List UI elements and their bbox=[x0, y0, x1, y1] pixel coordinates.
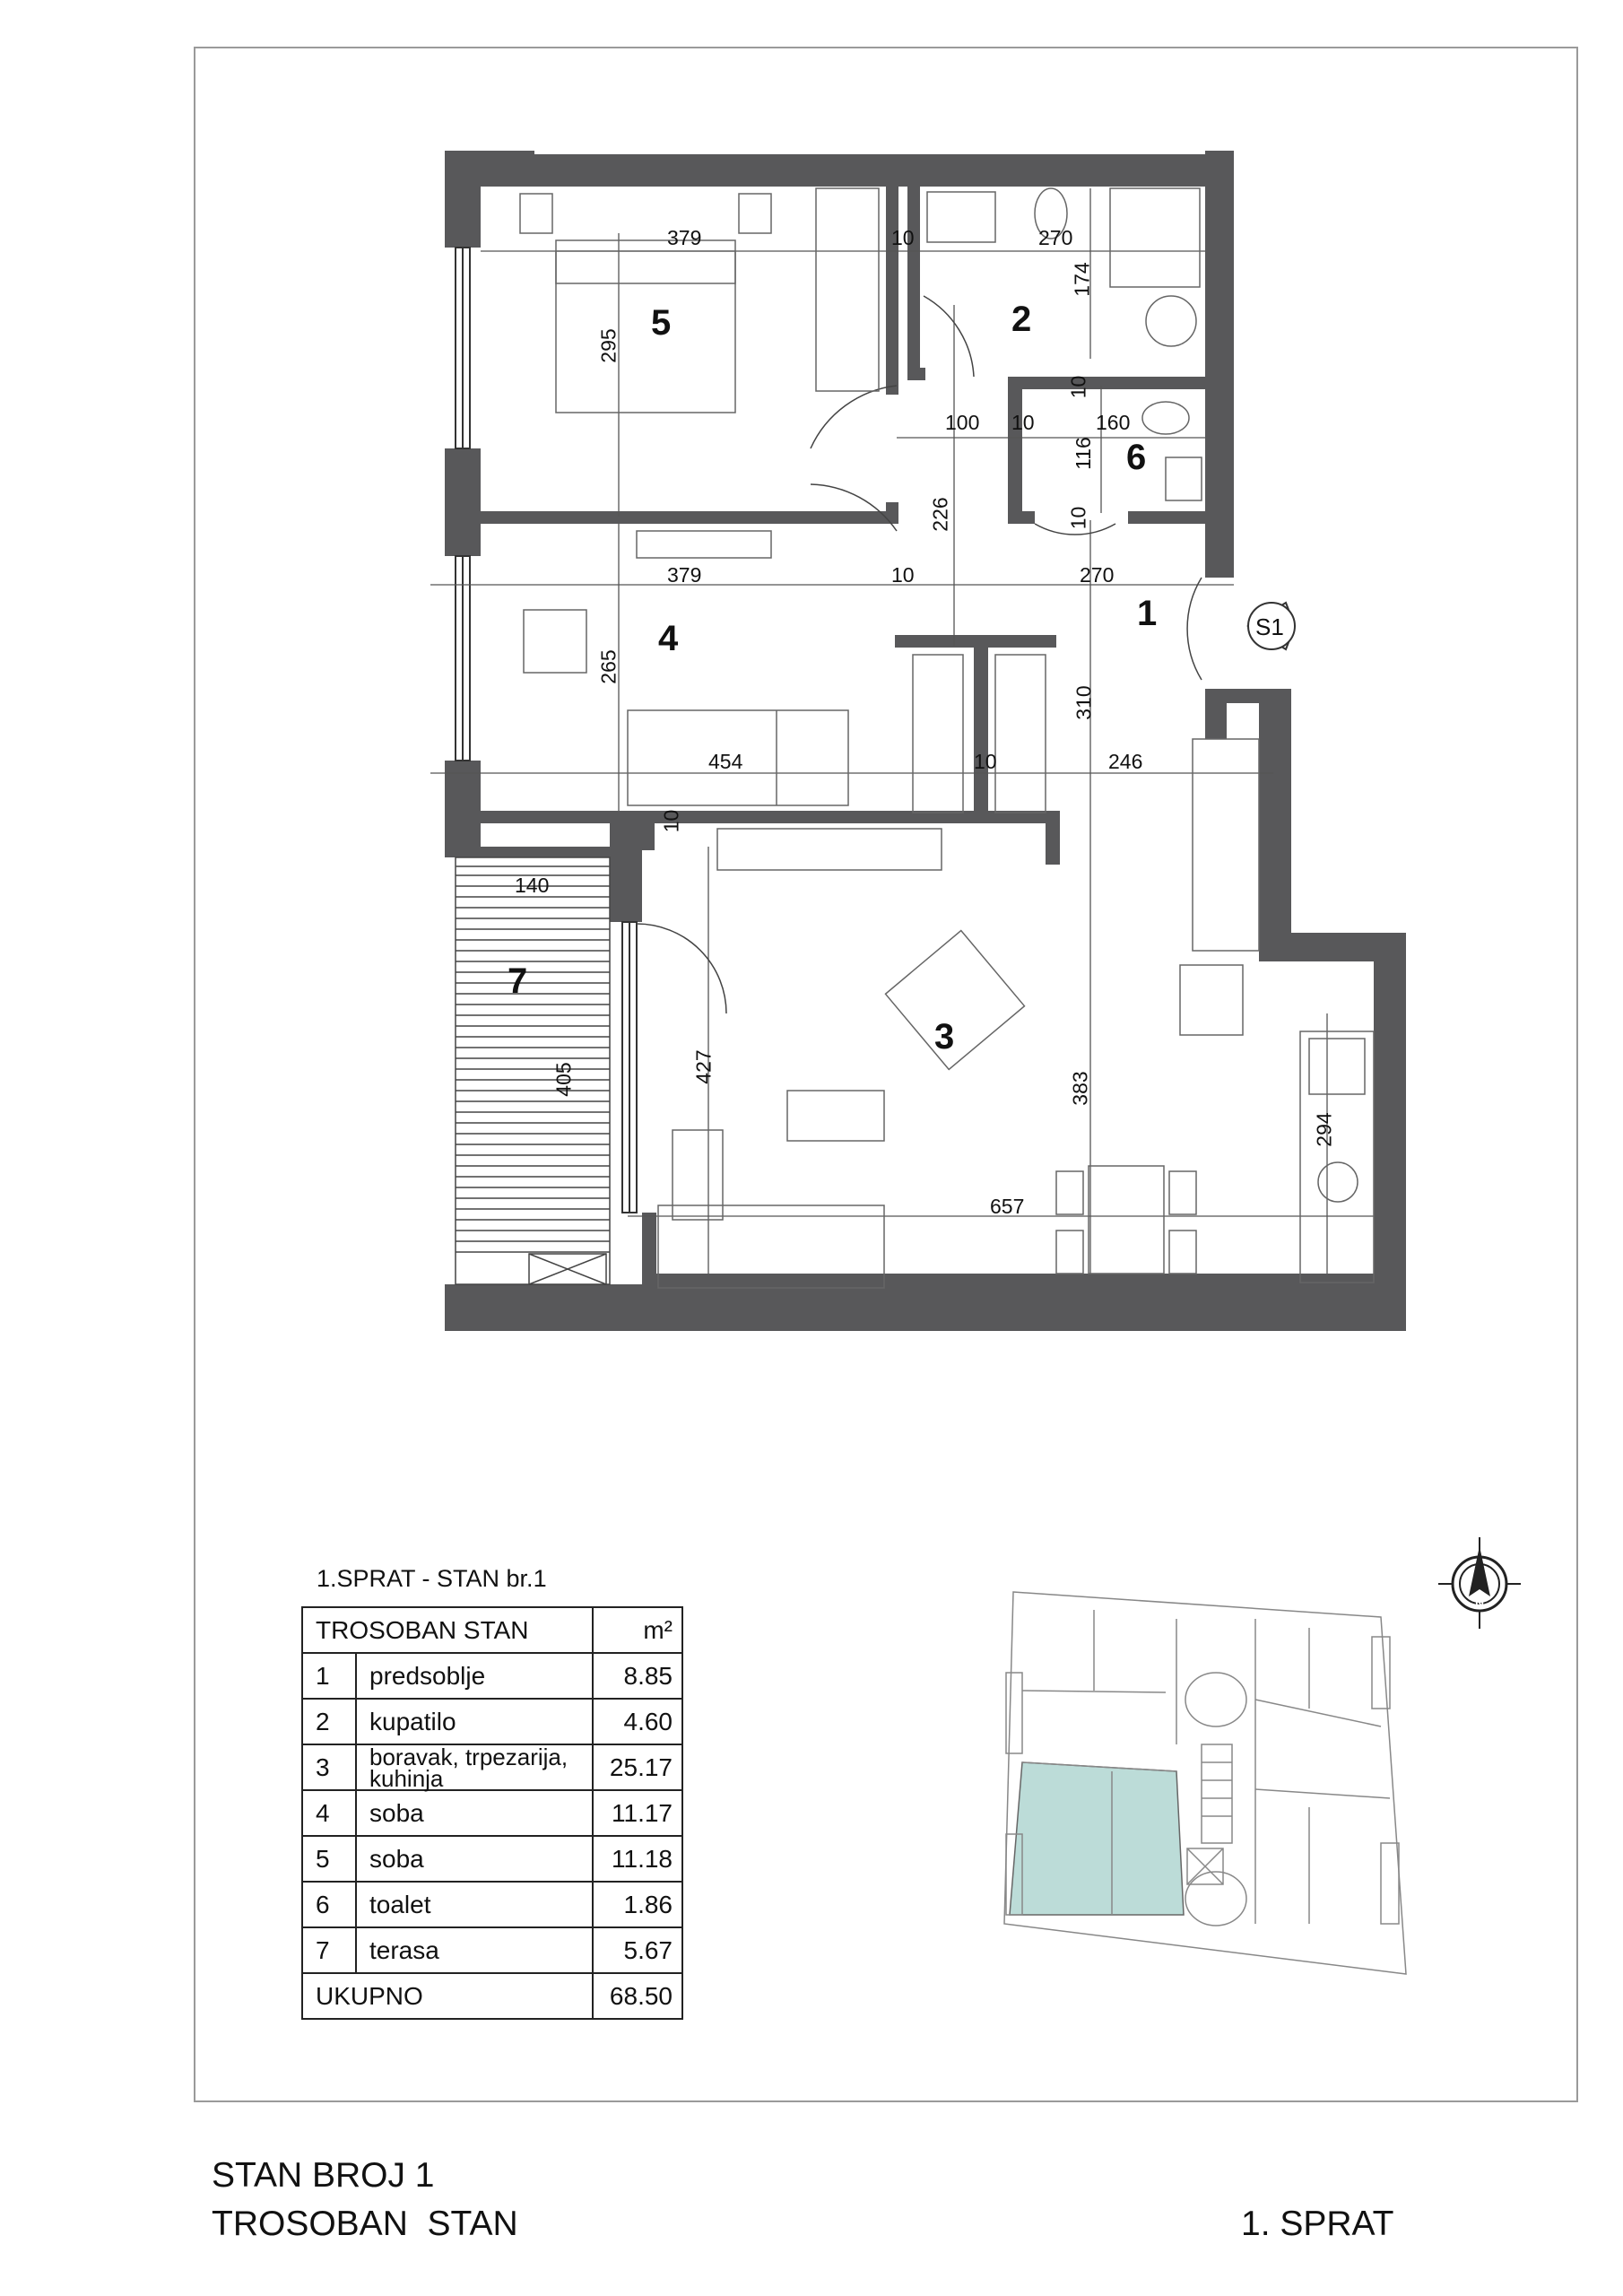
wall-left-2 bbox=[445, 448, 481, 556]
shoe-cabinet bbox=[1193, 739, 1259, 951]
nightstand-r bbox=[739, 194, 771, 233]
chair-d3 bbox=[1056, 1231, 1083, 1274]
chair-d2 bbox=[1169, 1171, 1196, 1214]
row-area: 1.86 bbox=[593, 1882, 682, 1927]
table-row bbox=[302, 1699, 682, 1744]
table-subtitle: 1.SPRAT - STAN br.1 bbox=[317, 1565, 547, 1592]
sink-kitchen bbox=[1318, 1162, 1358, 1202]
closet-a bbox=[913, 655, 963, 813]
dim-10-d: 10 bbox=[1066, 506, 1090, 530]
dim-454: 454 bbox=[708, 750, 743, 773]
compass-letter: N bbox=[1474, 1596, 1485, 1610]
nightstand-l bbox=[520, 194, 552, 233]
room-number-7: 7 bbox=[508, 961, 528, 1001]
row-area: 5.67 bbox=[593, 1927, 682, 1973]
row-name: predsoblje bbox=[356, 1653, 593, 1699]
area-table bbox=[301, 1606, 683, 2020]
washbasin-wc bbox=[1166, 457, 1202, 500]
row-number: 3 bbox=[302, 1744, 356, 1790]
room-number-2: 2 bbox=[1011, 300, 1032, 339]
row-area: 25.17 bbox=[593, 1744, 682, 1790]
dim-379-top: 379 bbox=[667, 226, 702, 249]
dim-270-top: 270 bbox=[1038, 226, 1073, 249]
wall-bottom-left bbox=[445, 1284, 642, 1331]
wall-wc-bottom bbox=[1008, 511, 1035, 524]
row-area: 8.85 bbox=[593, 1653, 682, 1699]
wall-bath-left bbox=[907, 179, 920, 380]
row-number: 1 bbox=[302, 1653, 356, 1699]
door-room4 bbox=[811, 484, 897, 531]
wall-top bbox=[534, 154, 1234, 187]
armchair bbox=[886, 931, 1025, 1070]
room-number-3: 3 bbox=[934, 1017, 955, 1057]
wall-kitchen-top-r bbox=[1046, 811, 1060, 865]
key-stair bbox=[1202, 1744, 1232, 1843]
wall-room5-bottom bbox=[445, 511, 898, 524]
terrace bbox=[456, 857, 610, 1284]
table-total-row bbox=[302, 1973, 682, 2019]
row-name: soba bbox=[356, 1836, 593, 1882]
door-bath bbox=[924, 296, 974, 377]
floor-label: 1. SPRAT bbox=[1241, 2205, 1394, 2243]
dim-116: 116 bbox=[1071, 437, 1095, 470]
tv-unit bbox=[717, 829, 942, 870]
fridge bbox=[1180, 965, 1243, 1035]
shower bbox=[1110, 188, 1200, 287]
wall-right-upper bbox=[1205, 151, 1234, 578]
toilet-wc bbox=[1142, 402, 1189, 434]
dim-265: 265 bbox=[596, 649, 621, 684]
wall-living-left bbox=[642, 1213, 656, 1293]
table-row bbox=[302, 1744, 682, 1790]
washbasin bbox=[927, 192, 995, 242]
row-number: 6 bbox=[302, 1882, 356, 1927]
dim-270-mid: 270 bbox=[1080, 563, 1115, 587]
washing-machine bbox=[1146, 296, 1196, 346]
wall-closet-div bbox=[974, 635, 988, 822]
wall-room5-right bbox=[886, 179, 898, 395]
table-header-row bbox=[302, 1607, 682, 1653]
key-terrace-left-top bbox=[1006, 1673, 1022, 1753]
wall-step-3 bbox=[1259, 703, 1291, 936]
row-name: soba bbox=[356, 1790, 593, 1836]
total-label: UKUPNO bbox=[302, 1973, 593, 2019]
row-name: toalet bbox=[356, 1882, 593, 1927]
hob bbox=[1309, 1039, 1365, 1094]
dim-10-a: 10 bbox=[891, 226, 915, 249]
chair-4 bbox=[524, 610, 586, 673]
dim-246: 246 bbox=[1108, 750, 1143, 773]
door-room5 bbox=[811, 386, 897, 448]
total-value: 68.50 bbox=[593, 1973, 682, 2019]
wall-bottom-main bbox=[642, 1274, 1406, 1292]
row-number: 5 bbox=[302, 1836, 356, 1882]
wall-living-top-left bbox=[642, 811, 655, 850]
coffee-table bbox=[787, 1091, 884, 1141]
row-number: 7 bbox=[302, 1927, 356, 1973]
dim-295: 295 bbox=[596, 328, 621, 363]
row-number: 4 bbox=[302, 1790, 356, 1836]
dim-310: 310 bbox=[1072, 685, 1096, 720]
kitchen-counter bbox=[1300, 1031, 1374, 1283]
key-highlight bbox=[1010, 1762, 1184, 1915]
chair-d1 bbox=[1056, 1171, 1083, 1214]
building-key-plan bbox=[986, 1583, 1417, 1996]
table-row bbox=[302, 1882, 682, 1927]
desk-4 bbox=[637, 531, 771, 558]
table-row bbox=[302, 1653, 682, 1699]
dim-294: 294 bbox=[1312, 1112, 1336, 1147]
dim-140: 140 bbox=[515, 874, 550, 897]
table-row bbox=[302, 1836, 682, 1882]
sofa-end bbox=[673, 1130, 723, 1220]
row-area: 4.60 bbox=[593, 1699, 682, 1744]
key-hall-top bbox=[1185, 1673, 1246, 1726]
row-name: boravak, trpezarija, kuhinja bbox=[356, 1744, 593, 1790]
room-number-4: 4 bbox=[658, 619, 679, 658]
dim-10-g: 10 bbox=[659, 809, 683, 833]
wall-wc-top bbox=[1008, 377, 1205, 389]
dim-379-mid: 379 bbox=[667, 563, 702, 587]
table-header-label: TROSOBAN STAN bbox=[302, 1607, 593, 1653]
table-row bbox=[302, 1927, 682, 1973]
bed bbox=[556, 251, 735, 413]
table-row bbox=[302, 1790, 682, 1836]
dim-174: 174 bbox=[1070, 262, 1094, 297]
table-header-unit: m² bbox=[593, 1607, 682, 1653]
room-number-1: 1 bbox=[1137, 594, 1158, 633]
row-name: terasa bbox=[356, 1927, 593, 1973]
dim-427: 427 bbox=[691, 1049, 716, 1084]
key-hall-bottom bbox=[1185, 1872, 1246, 1926]
dim-10-c: 10 bbox=[1066, 375, 1090, 399]
wall-left-1 bbox=[445, 151, 481, 248]
bed-pillows bbox=[556, 240, 735, 283]
wall-step-2 bbox=[1205, 689, 1227, 739]
row-area: 11.17 bbox=[593, 1790, 682, 1836]
door-entrance bbox=[1187, 578, 1202, 680]
row-area: 11.18 bbox=[593, 1836, 682, 1882]
dining-table bbox=[1089, 1166, 1164, 1274]
chair-d4 bbox=[1169, 1231, 1196, 1274]
apartment-type: TROSOBAN STAN bbox=[212, 2205, 518, 2243]
dim-10-b: 10 bbox=[1011, 411, 1035, 434]
door-terrace bbox=[637, 924, 726, 1013]
dim-405: 405 bbox=[551, 1062, 576, 1097]
dim-226: 226 bbox=[928, 497, 952, 532]
room-number-6: 6 bbox=[1126, 438, 1147, 477]
dim-383: 383 bbox=[1068, 1071, 1092, 1106]
north-arrow-icon bbox=[1435, 1534, 1524, 1632]
room-number-5: 5 bbox=[651, 303, 672, 343]
walls bbox=[445, 151, 1406, 1331]
wardrobe-5 bbox=[816, 188, 879, 391]
row-name: kupatilo bbox=[356, 1699, 593, 1744]
wall-right-lower bbox=[1374, 933, 1406, 1292]
dim-100: 100 bbox=[945, 411, 980, 434]
key-terrace-right-bottom bbox=[1381, 1843, 1399, 1924]
entrance-label: S1 bbox=[1255, 613, 1284, 640]
furniture bbox=[520, 188, 1374, 1288]
dim-657: 657 bbox=[990, 1195, 1025, 1218]
wall-room4-bottom bbox=[481, 811, 642, 823]
dim-10-f: 10 bbox=[974, 750, 997, 773]
dim-160: 160 bbox=[1096, 411, 1131, 434]
wall-bath-bottom bbox=[907, 368, 925, 380]
apartment-number: STAN BROJ 1 bbox=[212, 2156, 435, 2195]
wall-wc-bottom-r bbox=[1128, 511, 1205, 524]
closet-b bbox=[995, 655, 1046, 813]
dim-10-e: 10 bbox=[891, 563, 915, 587]
wall-terrace-right bbox=[610, 822, 642, 922]
wall-wc-left bbox=[1008, 377, 1022, 524]
row-number: 2 bbox=[302, 1699, 356, 1744]
